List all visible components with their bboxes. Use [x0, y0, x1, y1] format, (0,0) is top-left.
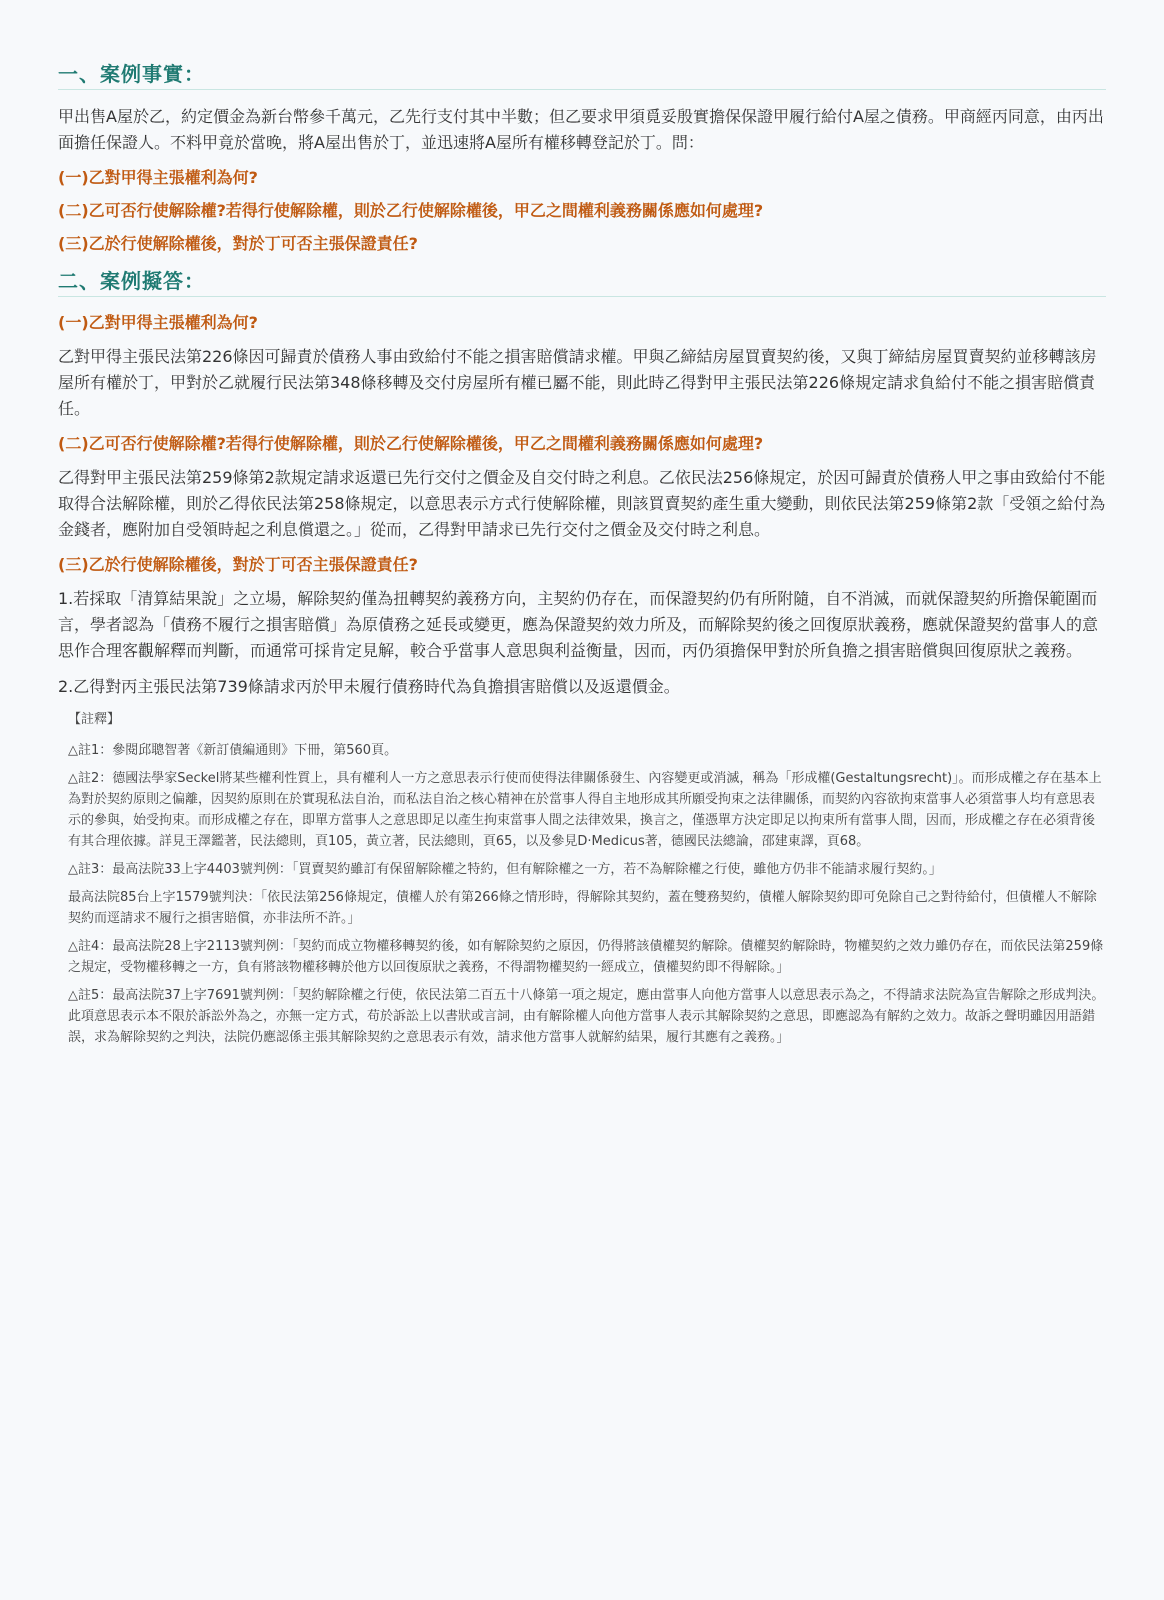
facts-text: 甲出售A屋於乙，約定價金為新台幣參千萬元，乙先行支付其中半數；但乙要求甲須覓妥殷實擔保保證甲履行給付A屋之債務。甲商經丙同意，由丙出面擔任保證人。不料甲竟於當晚，將A屋出售於丁，並迅速將A屋所有權移轉登記於丁。問： [58, 107, 1104, 152]
answer-q2-text: 乙得對甲主張民法第259條第2款規定請求返還已先行交付之價金及自交付時之利息。乙依民法256條規定，於因可歸責於債務人甲之事由致給付不能取得合法解除權，則於乙得依民法第258條規定，以意思表示方式行使解除權，則該買賣契約產生重大變動，則依民法第259條第2款「受領之給付為金錢者，應附加自受領時起之利息償還之。」從而，乙得對甲請求已先行交付之價金及交付時之利息。 [58, 468, 1106, 539]
answer-heading: 二、案例擬答： [58, 265, 1106, 297]
note-3-supplement: 最高法院85台上字1579號判決：「依民法第256條規定，債權人於有第266條之情形時，得解除其契約，蓋在雙務契約，債權人解除契約即可免除自己之對待給付，但債權人不解除契約而逕請求不履行之損害賠償，亦非法所不許。」 [68, 890, 1097, 926]
answer-q3-item-2: 2.乙得對丙主張民法第739條請求丙於甲未履行債務時代為負擔損害賠償以及返還價金。 [58, 677, 680, 696]
answer-q3-heading: (三)乙於行使解除權後，對於丁可否主張保證責任? [58, 555, 418, 574]
answer-q2-heading: (二)乙可否行使解除權?若得行使解除權，則於乙行使解除權後，甲乙之間權利義務關係應如何處理? [58, 434, 764, 453]
facts-heading: 一、案例事實： [58, 58, 1106, 90]
note-1: △註1：參閱邱聰智著《新訂債編通則》下冊，第560頁。 [68, 743, 398, 758]
note-3: △註3：最高法院33上字4403號判例：「買賣契約雖訂有保留解除權之特約，但有解除權之一方，若不為解除權之行使，雖他方仍非不能請求履行契約。」 [68, 862, 942, 877]
notes-section [58, 710, 1106, 1048]
answer-q1-heading: (一)乙對甲得主張權利為何? [58, 313, 258, 332]
note-2: △註2：德國法學家Seckel將某些權利性質上，具有權利人一方之意思表示行使而使得法律關係發生、內容變更或消滅，稱為「形成權(Gestaltungsrecht)」。而形成權之存在基本上為對於契約原則之偏離，因契約原則在於實現私法自治，而私法自治之核心精神在於當事人得自主地形成其所願受拘束之法律關係，而契約內容欲拘束當事人必須當事人均有意思表示的參與，始受拘束。而形成權之存在，即單方當事人之意思即足以產生拘束當事人間之法律效果，換言之，僅憑單方決定即足以拘束所有當事人間，因而，形成權之存在必須背後有其合理依據。詳見王澤鑑著，民法總則，頁105，黃立著，民法總則，頁65，以及參見D·Medicus著，德國民法總論，邵建東譯，頁68。 [68, 771, 1102, 849]
facts-question-1: (一)乙對甲得主張權利為何? [58, 168, 258, 187]
answer-q1-text: 乙對甲得主張民法第226條因可歸責於債務人事由致給付不能之損害賠償請求權。甲與乙締結房屋買賣契約後，又與丁締結房屋買賣契約並移轉該房屋所有權於丁，甲對於乙就履行民法第348條移轉及交付房屋所有權已屬不能，則此時乙得對甲主張民法第226條規定請求負給付不能之損害賠償責任。 [58, 347, 1097, 418]
facts-question-2: (二)乙可否行使解除權?若得行使解除權，則於乙行使解除權後，甲乙之間權利義務關係應如何處理? [58, 201, 764, 220]
notes-title: 【註釋】 [68, 712, 121, 727]
note-5: △註5：最高法院37上字7691號判例：「契約解除權之行使，依民法第二百五十八條第一項之規定，應由當事人向他方當事人以意思表示為之，不得請求法院為宣告解除之形成判決。此項意思表示本不限於訴訟外為之，亦無一定方式，苟於訴訟上以書狀或言詞，由有解除權人向他方當事人表示其解除契約之意思，即應認為有解約之效力。故訴之聲明雖因用語錯誤，求為解除契約之判決，法院仍應認係主張其解除契約之意思表示有效，請求他方當事人就解約結果，履行其應有之義務。」 [68, 988, 1105, 1045]
facts-question-3: (三)乙於行使解除權後，對於丁可否主張保證責任? [58, 234, 418, 253]
answer-q3-item-1: 1.若採取「清算結果說」之立場，解除契約僅為扭轉契約義務方向，主契約仍存在，而保證契約仍有所附隨，自不消滅，而就保證契約所擔保範圍而言，學者認為「債務不履行之損害賠償」為原債務之延長或變更，應為保證契約效力所及，而解除契約後之回復原狀義務，應就保證契約當事人的意思作合理客觀解釋而判斷，而通常可採肯定見解，較合乎當事人意思與利益衡量，因而，丙仍須擔保甲對於所負擔之損害賠償與回復原狀之義務。 [58, 589, 1099, 660]
note-4: △註4：最高法院28上字2113號判例：「契約而成立物權移轉契約後，如有解除契約之原因，仍得將該債權契約解除。債權契約解除時，物權契約之效力雖仍存在，而依民法第259條之規定，受物權移轉之一方，負有將該物權移轉於他方以回復原狀之義務，不得謂物權契約一經成立，債權契約即不得解除。」 [68, 939, 1104, 975]
